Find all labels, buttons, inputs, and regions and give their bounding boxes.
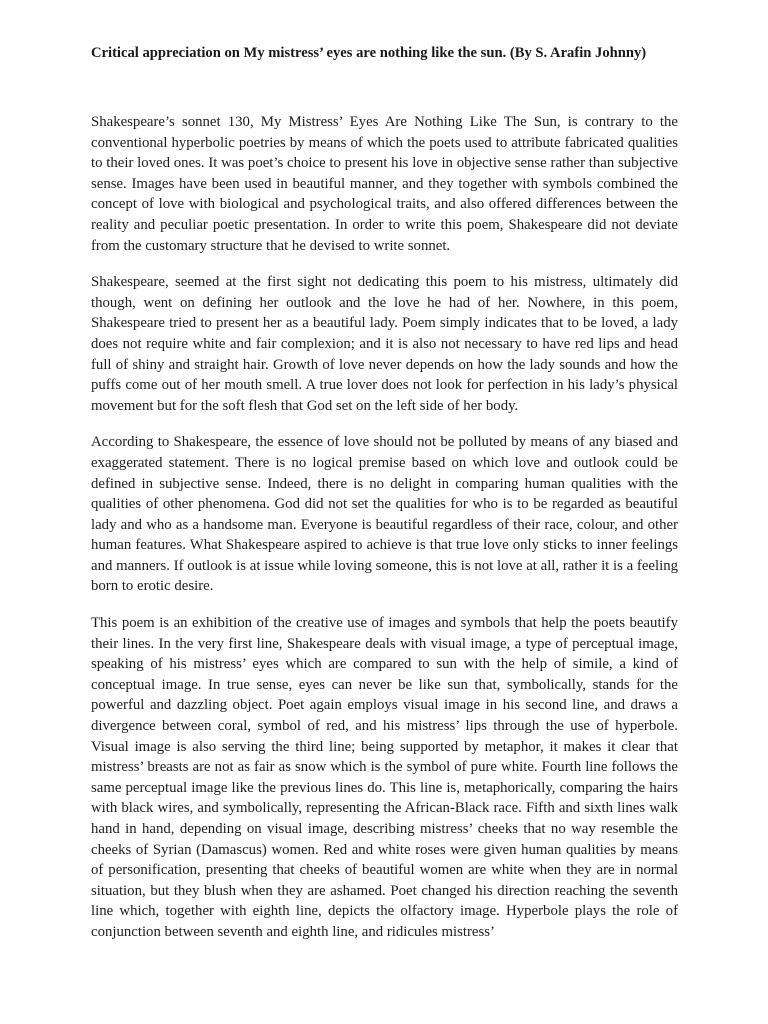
paragraph-4: This poem is an exhibition of the creative use of images and symbols that help the poets beautify their lines. In the very first line, Shakespeare deals with visual image, a type of perceptual image, speaking of his mistress’ eyes which are compared to sun with the help of simile, a kind of conceptual image. In true sense, eyes can never be like sun that, symbolically, stands for the powerful and dazzling object. Poet again employs visual image in his second line, and draws a divergence between coral, symbol of red, and his mistress’ lips through the use of hyperbole. Visual image is also serving the third line; being supported by metaphor, it makes it clear that mistress’ breasts are not as fair as snow which is the symbol of pure white. Fourth line follows the same perceptual image like the previous lines do. This line is, metaphorically, comparing the hairs with black wires, and symbolically, representing the African-Black race. Fifth and sixth lines walk hand in hand, depending on visual image, describing mistress’ cheeks that no way resemble the cheeks of Syrian (Damascus) women. Red and white roses were given human qualities by means of personification, presenting that cheeks of beautiful women are white when they are in normal situation, but they blush when they are ashamed. Poet changed his direction reaching the seventh line which, together with eighth line, depicts the olfactory image. Hyperbole plays the role of conjunction between seventh and eighth line, and ridicules mistress’ xyxy=(91,615,678,940)
paragraph-1: Shakespeare’s sonnet 130, My Mistress’ Eyes Are Nothing Like The Sun, is contrary to the conventional hyperbolic poetries by means of which the poets used to attribute fabricated qualities to their loved ones. It was poet’s choice to present his love in objective sense rather than subjective sense. Images have been used in beautiful manner, and they together with symbols combined the concept of love with biological and psychological traits, and also offered differences between the reality and peculiar poetic presentation. In order to write this poem, Shakespeare did not deviate from the customary structure that he devised to write sonnet. xyxy=(91,114,678,254)
document-body xyxy=(91,112,678,959)
paragraph-3: According to Shakespeare, the essence of love should not be polluted by means of any biased and exaggerated statement. There is no logical premise based on which love and outlook could be defined in subjective sense. Indeed, there is no delight in comparing human qualities with the qualities of other phenomena. God did not set the qualities for who is to be regarded as beautiful lady and who as a handsome man. Everyone is beautiful regardless of their race, colour, and other human features. What Shakespeare aspired to achieve is that true love only sticks to inner feelings and manners. If outlook is at issue while loving someone, this is not love at all, rather it is a feeling born to erotic desire. xyxy=(91,434,678,595)
paragraph-2: Shakespeare, seemed at the first sight not dedicating this poem to his mistress, ultimately did though, went on defining her outlook and the love he had of her. Nowhere, in this poem, Shakespeare tried to present her as a beautiful lady. Poem simply indicates that to be loved, a lady does not require white and fair complexion; and it is also not necessary to have red lips and head full of shiny and straight hair. Growth of love never depends on how the lady sounds and how the puffs come out of her mouth smell. A true lover does not look for perfection in his lady’s physical movement but for the soft flesh that God set on the left side of her body. xyxy=(91,274,678,414)
document-title: Critical appreciation on My mistress’ eyes are nothing like the sun. (By S. Arafin Johnny) xyxy=(91,45,647,61)
